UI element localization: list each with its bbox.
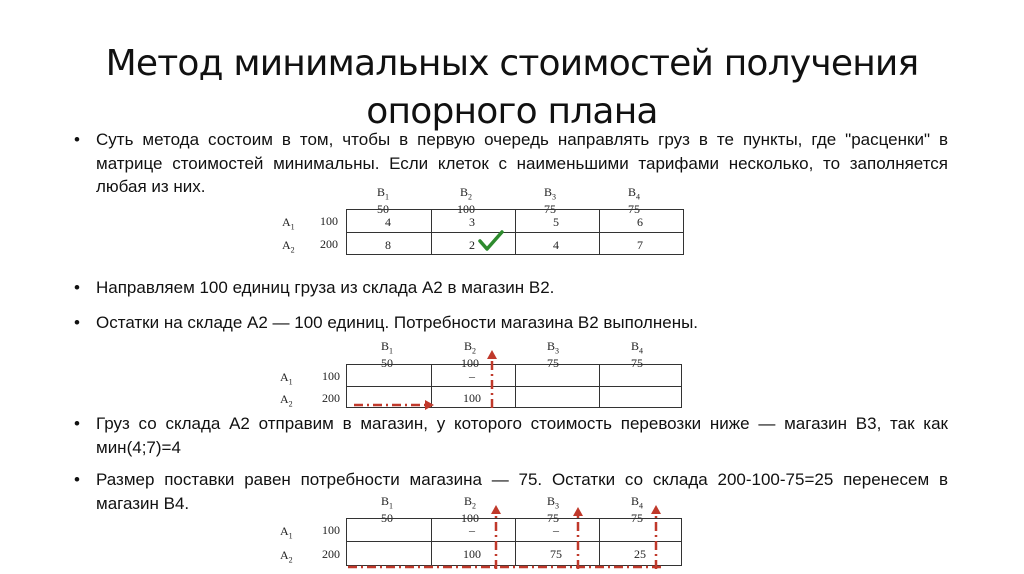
store-header-b3: $B_3$ 75 <box>543 185 556 217</box>
bullet-send-b3 <box>74 412 948 459</box>
slide-title-line-1: Метод минимальных стоимостей получения <box>105 43 919 84</box>
store-header-b1: $B_1$ 50 <box>380 339 393 371</box>
warehouse-label-a1: $A_1$ <box>280 370 293 387</box>
supply-a2: 200 <box>322 547 340 561</box>
arrow-head-icon <box>487 350 497 359</box>
store-header-b2: $B_2$ 100 <box>461 494 479 526</box>
plan-cell: – <box>469 369 475 383</box>
cost-cell: 6 <box>637 215 643 229</box>
bullet-marker: • <box>74 130 80 149</box>
supply-a2: 200 <box>320 237 338 251</box>
store-header-b4: $B_4$ 75 <box>627 185 640 217</box>
cost-cell-min: 2 <box>469 238 475 252</box>
supply-a2: 200 <box>322 391 340 405</box>
plan-cell: – <box>553 523 559 537</box>
warehouse-label-a2: $A_2$ <box>280 548 293 565</box>
bullet-marker: • <box>74 470 80 489</box>
bullet-text: Остатки на складе А2 — 100 единиц. Потребности магазина В2 выполнены. <box>96 313 699 332</box>
checkmark-icon <box>276 183 686 257</box>
bullet-text: Размер поставки равен потребности магазина — 75. Остатки со склада 200-100-75=25 перенесем в магазин В4. <box>96 470 948 513</box>
cost-cell: 5 <box>553 215 559 229</box>
plan-matrix-step1 <box>276 338 686 412</box>
arrow-head-icon <box>573 507 583 516</box>
store-header-b1: $B_1$ 50 <box>376 185 389 217</box>
plan-matrix-step2 <box>276 493 686 571</box>
warehouse-label-a1: $A_1$ <box>280 524 293 541</box>
arrow-head-icon <box>651 505 661 514</box>
store-header-b3: $B_3$ 75 <box>546 339 559 371</box>
flow-arrows <box>276 338 686 412</box>
flow-arrows <box>276 493 686 571</box>
store-header-b3: $B_3$ 75 <box>546 494 559 526</box>
bullet-send-100 <box>74 276 948 300</box>
bullet-text: Суть метода состоим в том, чтобы в первую очередь направлять груз в те пункты, где "расценки" в матрице стоимостей минимальны. Если клеток с наименьшими тарифами несколько, то заполняется любая из них. <box>96 130 948 196</box>
supply-a1: 100 <box>322 369 340 383</box>
plan-cell: – <box>469 523 475 537</box>
cost-cell: 3 <box>469 215 475 229</box>
arrow-head-icon <box>425 400 434 410</box>
bullet-marker: • <box>74 313 80 332</box>
store-header-b1: $B_1$ 50 <box>380 494 393 526</box>
slide-title <box>0 40 1024 136</box>
bullet-marker: • <box>74 414 80 433</box>
cost-cell: 8 <box>385 238 391 252</box>
arrow-head-icon <box>491 505 501 514</box>
bullet-text: Груз со склада А2 отправим в магазин, у которого стоимость перевозки ниже — магазин В3, так как мин(4;7)=4 <box>96 414 948 457</box>
cost-cell: 4 <box>385 215 391 229</box>
store-header-b2: $B_2$ 100 <box>457 185 475 217</box>
plan-cell: 100 <box>463 391 481 405</box>
cost-matrix <box>276 183 686 257</box>
warehouse-label-a2: $A_2$ <box>282 238 295 255</box>
bullet-text: Направляем 100 единиц груза из склада А2 в магазин В2. <box>96 278 555 297</box>
supply-a1: 100 <box>322 523 340 537</box>
cost-cell: 4 <box>553 238 559 252</box>
store-header-b4: $B_4$ 75 <box>630 339 643 371</box>
slide-title-line-2: опорного плана <box>366 91 658 132</box>
store-header-b4: $B_4$ 75 <box>630 494 643 526</box>
warehouse-label-a1: $A_1$ <box>282 215 295 232</box>
supply-a1: 100 <box>320 214 338 228</box>
warehouse-label-a2: $A_2$ <box>280 392 293 409</box>
plan-cell: 75 <box>550 547 562 561</box>
bullet-remainder <box>74 311 948 335</box>
store-header-b2: $B_2$ 100 <box>461 339 479 371</box>
bullet-marker: • <box>74 278 80 297</box>
plan-cell: 100 <box>463 547 481 561</box>
plan-cell: 25 <box>634 547 646 561</box>
cost-cell: 7 <box>637 238 643 252</box>
